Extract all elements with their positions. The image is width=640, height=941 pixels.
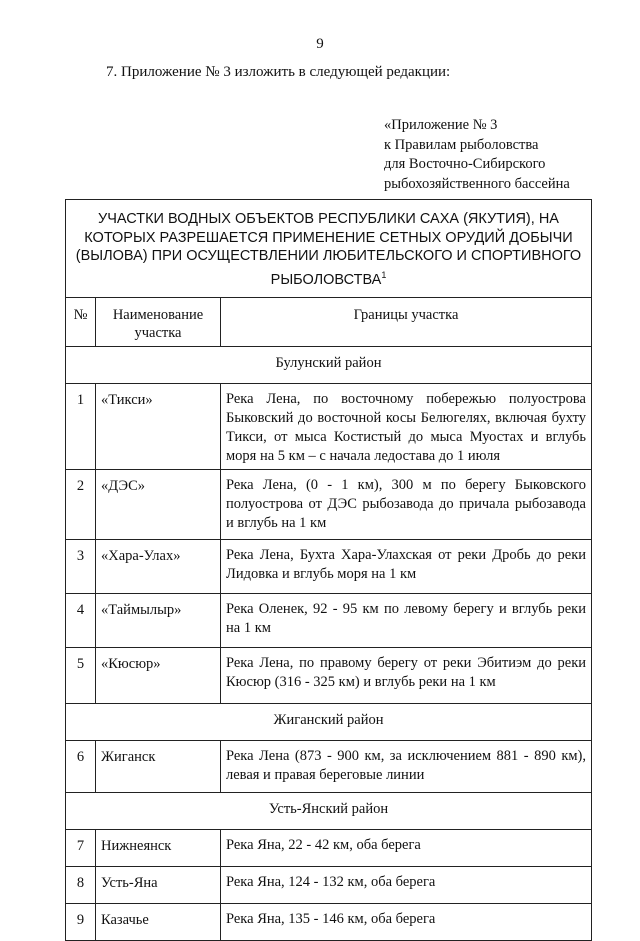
row-name: «ДЭС» xyxy=(96,469,221,539)
appendix-reference xyxy=(384,116,570,194)
district-row xyxy=(66,792,592,829)
row-boundaries: Река Лена (873 - 900 км, за исключением 881 - 890 км), левая и правая береговые линии xyxy=(221,740,592,792)
row-number: 9 xyxy=(66,903,96,940)
table-row xyxy=(66,903,592,940)
district-row xyxy=(66,346,592,383)
table-row xyxy=(66,539,592,593)
row-number: 2 xyxy=(66,469,96,539)
header-number: № xyxy=(66,297,96,346)
title-footnote-mark: 1 xyxy=(381,269,387,280)
row-name: Нижнеянск xyxy=(96,829,221,866)
district-name: Жиганский район xyxy=(66,703,592,740)
row-name: «Кюсюр» xyxy=(96,647,221,703)
row-boundaries: Река Лена, по восточному побережью полуострова Быковский до восточной косы Белюгелях, включая бухту Тикси, от мыса Костистый до мыса Муостах и вглубь моря на 5 км – с начала ледостава до 1 июля xyxy=(221,383,592,469)
amendment-instruction: 7. Приложение № 3 изложить в следующей редакции: xyxy=(106,64,451,80)
table-row xyxy=(66,829,592,866)
row-boundaries: Река Лена, (0 - 1 км), 300 м по берегу Быковского полуострова от ДЭС рыбозавода до причала рыбозавода и вглубь на 1 км xyxy=(221,469,592,539)
header-name: Наименование участка xyxy=(96,297,221,346)
row-name: «Таймылыр» xyxy=(96,593,221,647)
row-number: 1 xyxy=(66,383,96,469)
row-boundaries: Река Лена, по правому берегу от реки Эбитиэм до реки Кюсюр (316 - 325 км) и вглубь реки на 1 км xyxy=(221,647,592,703)
district-row xyxy=(66,703,592,740)
table-row xyxy=(66,383,592,469)
row-boundaries: Река Оленек, 92 - 95 км по левому берегу и вглубь реки на 1 км xyxy=(221,593,592,647)
row-name: Казачье xyxy=(96,903,221,940)
table-row xyxy=(66,593,592,647)
table-header-row xyxy=(66,297,592,346)
row-name: «Тикси» xyxy=(96,383,221,469)
district-name: Булунский район xyxy=(66,346,592,383)
row-boundaries: Река Яна, 22 - 42 км, оба берега xyxy=(221,829,592,866)
row-boundaries: Река Лена, Бухта Хара-Улахская от реки Дробь до реки Лидовка и вглубь моря на 1 км xyxy=(221,539,592,593)
row-number: 4 xyxy=(66,593,96,647)
appendix-ref-line: рыбохозяйственного бассейна xyxy=(384,175,570,192)
table-row xyxy=(66,866,592,903)
header-boundaries: Границы участка xyxy=(221,297,592,346)
row-number: 3 xyxy=(66,539,96,593)
table-row xyxy=(66,647,592,703)
row-number: 7 xyxy=(66,829,96,866)
table-title-cell xyxy=(66,200,592,298)
table-row xyxy=(66,740,592,792)
row-name: Усть-Яна xyxy=(96,866,221,903)
appendix-ref-line: «Приложение № 3 xyxy=(384,117,498,133)
row-name: Жиганск xyxy=(96,740,221,792)
fishing-areas-table xyxy=(65,199,592,941)
row-boundaries: Река Яна, 135 - 146 км, оба берега xyxy=(221,903,592,940)
row-number: 5 xyxy=(66,647,96,703)
table-row xyxy=(66,469,592,539)
row-number: 6 xyxy=(66,740,96,792)
appendix-ref-line: для Восточно-Сибирского xyxy=(384,156,546,172)
table-title: УЧАСТКИ ВОДНЫХ ОБЪЕКТОВ РЕСПУБЛИКИ САХА (ЯКУТИЯ), НА КОТОРЫХ РАЗРЕШАЕТСЯ ПРИМЕНЕНИЕ СЕТНЫХ ОРУДИЙ ДОБЫЧИ (ВЫЛОВА) ПРИ ОСУЩЕСТВЛЕНИИ ЛЮБИТЕЛЬСКОГО И СПОРТИВНОГО РЫБОЛОВСТВА xyxy=(75,211,582,288)
district-name: Усть-Янский район xyxy=(66,792,592,829)
appendix-ref-line: к Правилам рыболовства xyxy=(384,136,539,153)
row-name: «Хара-Улах» xyxy=(96,539,221,593)
row-number: 8 xyxy=(66,866,96,903)
row-boundaries: Река Яна, 124 - 132 км, оба берега xyxy=(221,866,592,903)
page-number: 9 xyxy=(316,36,324,52)
